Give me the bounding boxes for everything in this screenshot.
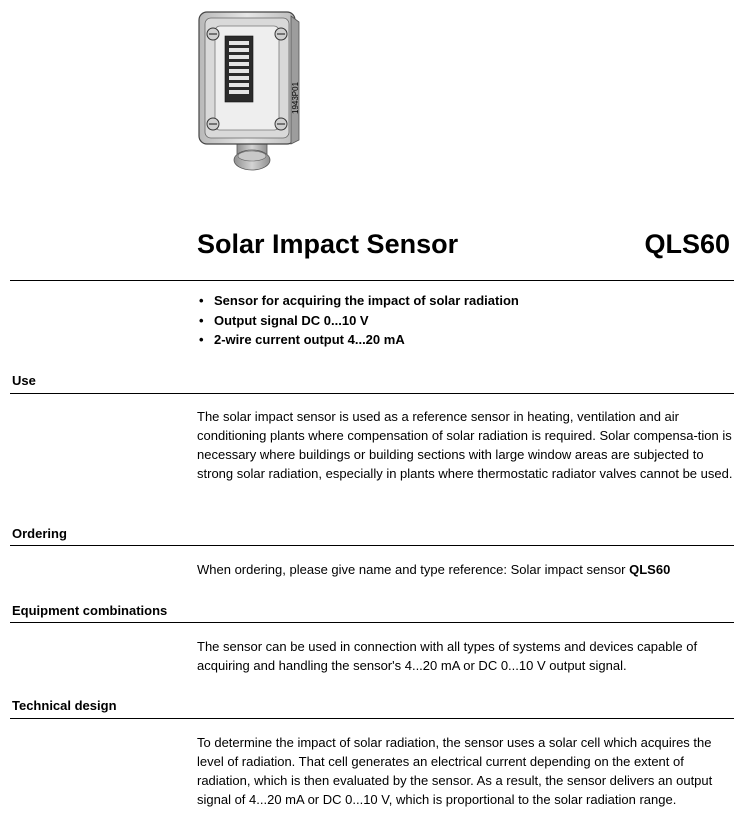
section-divider xyxy=(10,718,734,719)
ordering-text xyxy=(197,560,737,579)
section-title-equipment: Equipment combinations xyxy=(12,603,168,618)
image-code-text: 1943P01 xyxy=(291,81,300,114)
use-text: The solar impact sensor is used as a reference sensor in heating, ventilation and air conditioning plants where compensation of solar radiation is required. Solar compensa-tion is necessary where buildings or building sections with large window areas are subjected to strong solar radiation, especially in plants where thermostatic radiator valves cannot be used. xyxy=(197,409,733,481)
image-code xyxy=(291,81,321,128)
ordering-type-reference: QLS60 xyxy=(629,562,671,577)
type-reference: QLS60 xyxy=(644,229,730,259)
section-divider xyxy=(10,393,734,394)
section-title-use: Use xyxy=(12,373,36,388)
section-divider xyxy=(10,545,734,546)
feature-item: • Sensor for acquiring the impact of solar radiation xyxy=(197,291,519,311)
equipment-text: The sensor can be used in connection with all types of systems and devices capable of acquiring and handling the sensor's 4...20 mA or DC 0...10 V output signal. xyxy=(197,639,698,673)
section-title-ordering: Ordering xyxy=(12,526,67,541)
technical-text: To determine the impact of solar radiation, the sensor uses a solar cell which acquires the level of radiation. That cell generates an electrical current depending on the extent of radiation, which is then evaluated by the sensor. As a result, the sensor delivers an output signal of 4...20 mA or DC 0...10 V, which is proportional to the solar radiation range. xyxy=(197,735,713,807)
section-title-technical: Technical design xyxy=(12,698,117,713)
section-divider xyxy=(10,622,734,623)
page-title: Solar Impact Sensor xyxy=(197,229,459,259)
feature-list xyxy=(197,291,519,350)
feature-item: • 2-wire current output 4...20 mA xyxy=(197,330,519,350)
ordering-sentence: When ordering, please give name and type reference: Solar impact sensor xyxy=(197,562,630,577)
feature-item: • Output signal DC 0...10 V xyxy=(197,311,519,331)
title-divider xyxy=(10,280,734,281)
